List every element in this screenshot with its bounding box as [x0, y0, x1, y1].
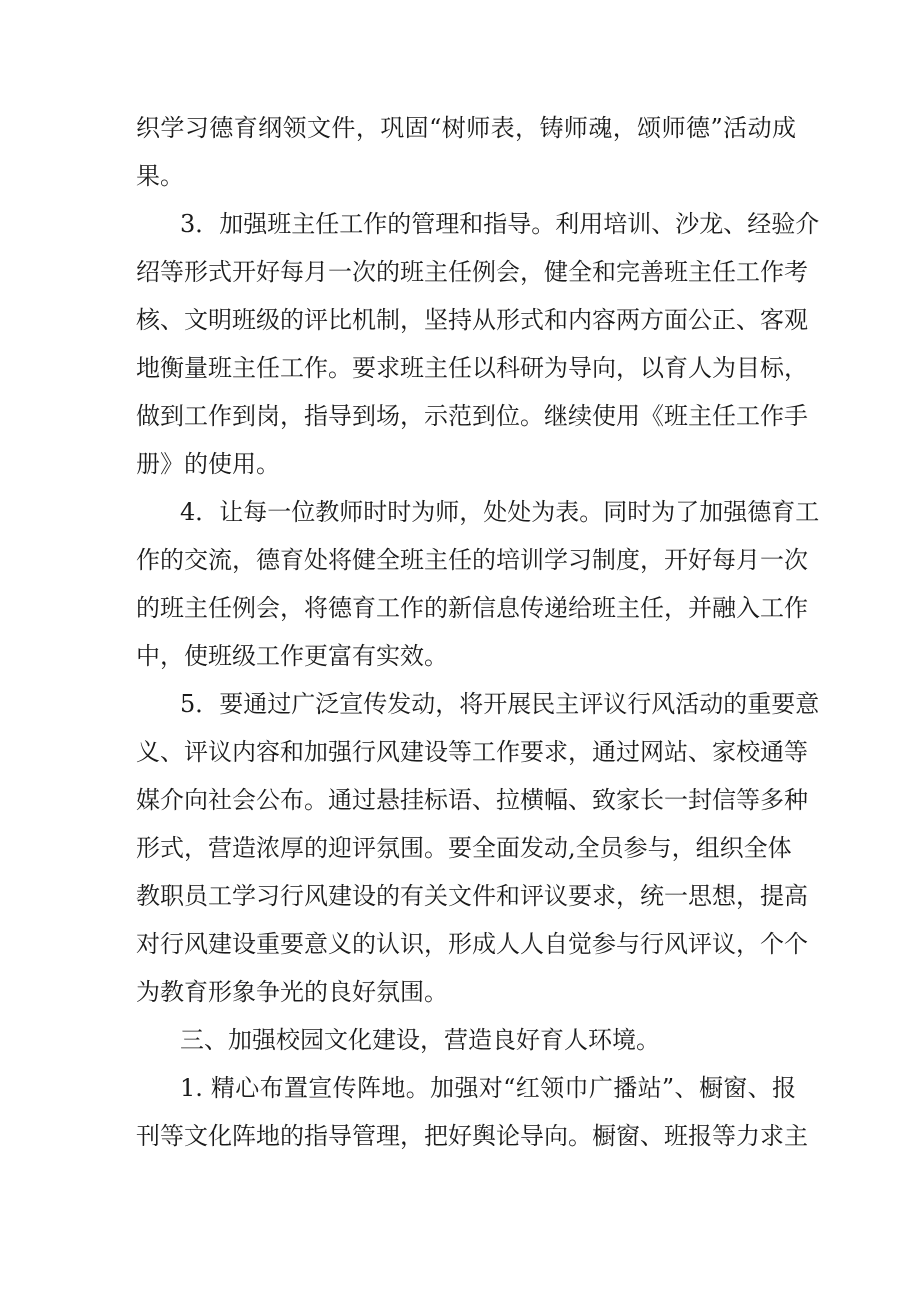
text-line: 媒介向社会公布。通过悬挂标语、拉横幅、致家长一封信等多种 — [136, 786, 808, 814]
text-line: 1. 精心布置宣传阵地。加强对“红领巾广播站”、橱窗、报 — [180, 1074, 796, 1102]
text-line: 果。 — [136, 162, 184, 190]
text-line: 4．让每一位教师时时为师，处处为表。同时为了加强德育工 — [180, 498, 820, 526]
text-line: 三、加强校园文化建设，营造良好育人环境。 — [180, 1026, 660, 1054]
text-line: 的班主任例会，将德育工作的新信息传递给班主任，并融入工作 — [136, 594, 808, 622]
text-line: 对行风建设重要意义的认识，形成人人自觉参与行风评议，个个 — [136, 930, 808, 958]
text-line: 地衡量班主任工作。要求班主任以科研为导向，以育人为目标， — [136, 354, 808, 382]
text-line: 刊等文化阵地的指导管理，把好舆论导向。橱窗、班报等力求主 — [136, 1122, 808, 1150]
text-line: 做到工作到岗，指导到场，示范到位。继续使用《班主任工作手 — [136, 402, 808, 430]
text-line: 5．要通过广泛宣传发动，将开展民主评议行风活动的重要意 — [180, 690, 820, 718]
text-line: 核、文明班级的评比机制，坚持从形式和内容两方面公正、客观 — [136, 306, 808, 334]
text-line: 册》的使用。 — [136, 450, 280, 478]
text-line: 为教育形象争光的良好氛围。 — [136, 978, 448, 1006]
text-line: 作的交流，德育处将健全班主任的培训学习制度，开好每月一次 — [136, 546, 808, 574]
text-line: 形式，营造浓厚的迎评氛围。要全面发动,全员参与，组织全体 — [136, 834, 792, 862]
text-line: 中，使班级工作更富有实效。 — [136, 642, 448, 670]
text-line: 义、评议内容和加强行风建设等工作要求，通过网站、家校通等 — [136, 738, 808, 766]
text-line: 教职员工学习行风建设的有关文件和评议要求，统一思想，提高 — [136, 882, 808, 910]
text-line: 绍等形式开好每月一次的班主任例会，健全和完善班主任工作考 — [136, 258, 808, 286]
text-line: 织学习德育纲领文件，巩固“树师表，铸师魂，颂师德”活动成 — [136, 114, 796, 142]
text-line: 3．加强班主任工作的管理和指导。利用培训、沙龙、经验介 — [180, 210, 820, 238]
